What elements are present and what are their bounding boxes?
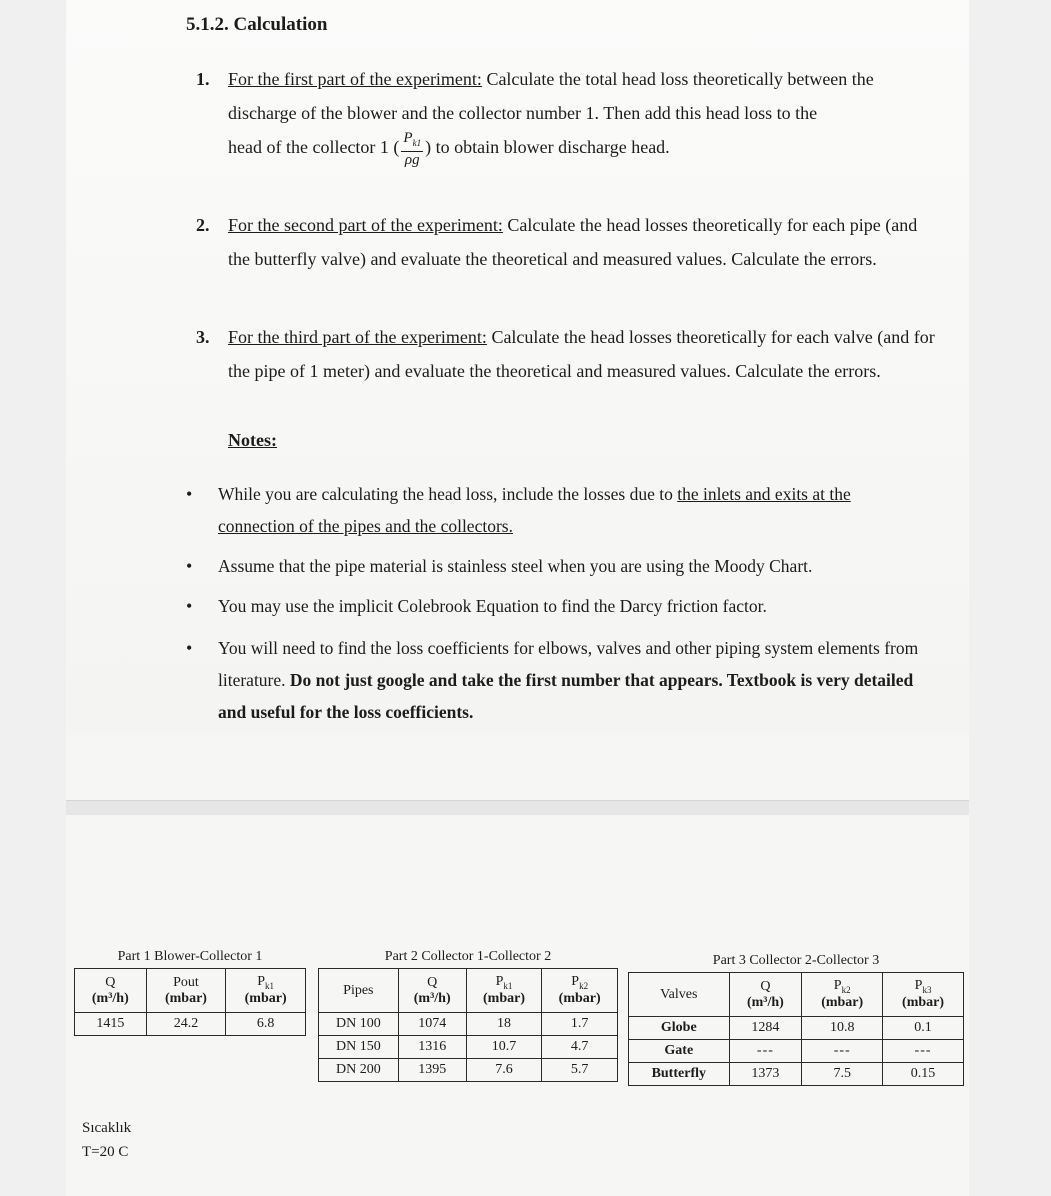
col-header-q: Q (m³/h) [398,969,466,1013]
pressure-head-fraction: $\frac{P_{k1}}{\rho g}$ [403,130,422,168]
col-header-q: Q (m³/h) [729,973,802,1017]
table-title: Part 1 Blower-Collector 1 [75,946,306,969]
table-cell: 24.2 [146,1013,226,1036]
note-bullet-4: • You will need to find the loss coefficients for elbows, valves and other piping system elements from literature. Do not just google and take the first number that appears. Textbook is very detailed and useful for the loss coefficients. [186,632,926,728]
table-cell: DN 150 [319,1036,399,1059]
bullet-icon: • [186,638,193,658]
table-cell: 1395 [398,1059,466,1082]
page-divider [66,800,969,815]
table-cell: 1373 [729,1063,802,1086]
col-header-pk2: $P_{k2}$ (mbar) [802,973,883,1017]
temperature-value: T=20 C [82,1144,129,1160]
table-row [629,1017,964,1040]
item-number: 1. [196,69,210,89]
table-cell: 1284 [729,1017,802,1040]
item-title: For the second part of the experiment: [228,215,503,235]
table-cell: --- [883,1040,964,1063]
item-text: Calculate the head losses theoretically for each valve (and for the pipe of 1 meter) and evaluate the theoretical and measured values. Calculate the errors. [228,327,935,381]
table-cell: 0.1 [883,1017,964,1040]
table-title: Part 3 Collector 2-Collector 3 [629,950,964,973]
table-cell: 1316 [398,1036,466,1059]
table-row [319,1059,618,1082]
table-cell: 18 [466,1013,542,1036]
table-cell: 10.7 [466,1036,542,1059]
col-header-pk1: $P_{k1}$ (mbar) [466,969,542,1013]
section-title: 5.1.2. Calculation [186,14,328,35]
note-bullet-3: • You may use the implicit Colebrook Equation to find the Darcy friction factor. [186,590,926,622]
bullet-icon: • [186,484,193,504]
table-cell: DN 100 [319,1013,399,1036]
temperature-label: Sıcaklık [82,1120,132,1136]
table-part1 [74,946,306,1036]
table-cell: 5.7 [542,1059,618,1082]
col-header-valves: Valves [629,973,730,1017]
item-title: For the third part of the experiment: [228,327,487,347]
col-header-pk3: $P_{k3}$ (mbar) [883,973,964,1017]
col-header-q: Q (m³/h) [75,969,147,1013]
col-header-pipes: Pipes [319,969,399,1013]
table-title: Part 2 Collector 1-Collector 2 [319,946,618,969]
table-cell: 0.15 [883,1063,964,1086]
item-text-end: ) to obtain blower discharge head. [425,137,670,158]
table-row [629,1063,964,1086]
bullet-icon: • [186,596,193,616]
bullet-icon: • [186,556,193,576]
table-cell: Gate [629,1040,730,1063]
table-cell: 7.6 [466,1059,542,1082]
note-bullet-2: • Assume that the pipe material is stainless steel when you are using the Moody Chart. [186,550,926,582]
item-text: Calculate the total head loss theoretically between the discharge of the blower and the collector number 1. Then add this head loss to the [228,69,874,123]
col-header-pk1: $P_{k1}$ (mbar) [226,969,306,1013]
note-bullet-1: • While you are calculating the head loss, include the losses due to the inlets and exits at the connection of the pipes and the collectors. [186,478,926,542]
col-header-pk2: $P_{k2}$ (mbar) [542,969,618,1013]
table-cell: Butterfly [629,1063,730,1086]
instruction-item-3 [196,320,936,388]
instruction-item-2 [196,208,936,276]
col-header-pout: Pout (mbar) [146,969,226,1013]
item-number: 3. [196,327,210,347]
table-cell: 7.5 [802,1063,883,1086]
table-cell: DN 200 [319,1059,399,1082]
instruction-item-1 [196,62,936,168]
table-cell: 1074 [398,1013,466,1036]
table-cell: 1.7 [542,1013,618,1036]
table-part2 [318,946,618,1082]
item-number: 2. [196,215,210,235]
table-cell: 6.8 [226,1013,306,1036]
item-text: Calculate the head losses theoretically for each pipe (and the butterfly valve) and evaluate the theoretical and measured values. Calculate the errors. [228,215,918,269]
table-cell: 10.8 [802,1017,883,1040]
table-cell: 4.7 [542,1036,618,1059]
table-row [629,1040,964,1063]
table-cell: --- [729,1040,802,1063]
table-part3 [628,950,964,1086]
notes-heading: Notes: [228,430,277,450]
item-title: For the first part of the experiment: [228,69,482,89]
table-cell: 1415 [75,1013,147,1036]
table-cell: Globe [629,1017,730,1040]
table-row [319,1036,618,1059]
item-text-cont: head of the collector 1 ( [228,137,400,158]
table-cell: --- [802,1040,883,1063]
table-row [319,1013,618,1036]
